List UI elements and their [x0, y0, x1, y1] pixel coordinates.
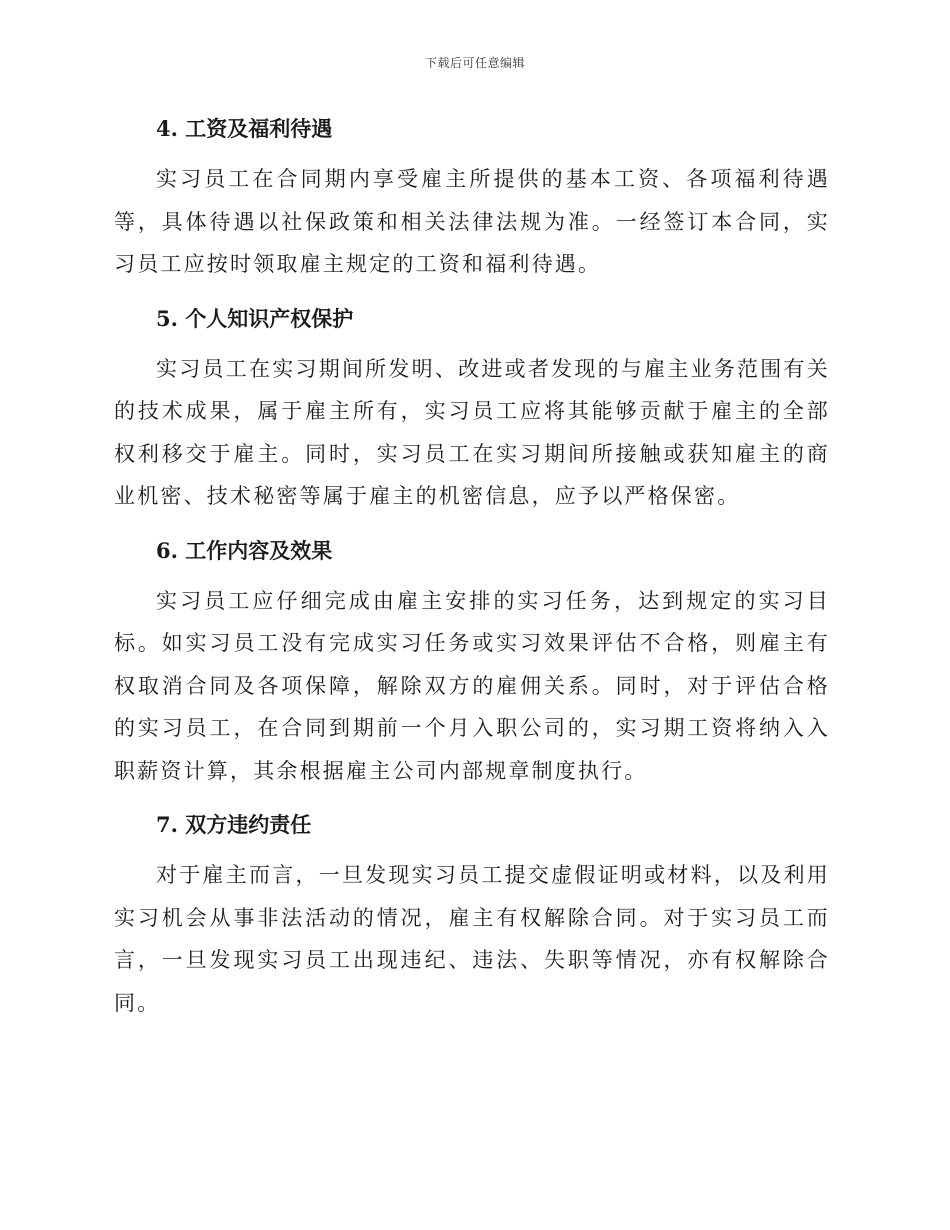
section-paragraph: 实习员工在实习期间所发明、改进或者发现的与雇主业务范围有关的技术成果，属于雇主所有，实习员工应将其能够贡献于雇主的全部权利移交于雇主。同时，实习员工在实习期间所接触或获知雇主的商业机密、技术秘密等属于雇主的机密信息，应予以严格保密。 — [114, 356, 830, 508]
section-paragraph: 实习员工应仔细完成由雇主安排的实习任务，达到规定的实习目标。如实习员工没有完成实习任务或实习效果评估不合格，则雇主有权取消合同及各项保障，解除双方的雇佣关系。同时，对于评估合格的实习员工，在合同到期前一个月入职公司的，实习期工资将纳入入职薪资计算，其余根据雇主公司内部规章制度执行。 — [114, 588, 830, 783]
section-intellectual-property — [114, 298, 830, 518]
section-work-content — [114, 530, 830, 793]
section-heading: 6. 工作内容及效果 — [156, 537, 333, 563]
section-heading: 7. 双方违约责任 — [156, 812, 312, 837]
section-wages-benefits — [114, 108, 830, 286]
section-heading: 4. 工资及福利待遇 — [156, 116, 333, 141]
section-paragraph: 实习员工在合同期内享受雇主所提供的基本工资、各项福利待遇等，具体待遇以社保政策和相关法律法规为准。一经签订本合同，实习员工应按时领取雇主规定的工资和福利待遇。 — [114, 167, 830, 276]
section-breach-liability — [114, 804, 830, 1024]
section-heading: 5. 个人知识产权保护 — [156, 305, 354, 331]
section-paragraph: 对于雇主而言，一旦发现实习员工提交虚假证明或材料，以及利用实习机会从事非法活动的情况，雇主有权解除合同。对于实习员工而言，一旦发现实习员工出现违纪、违法、失职等情况，亦有权解除合同。 — [114, 863, 830, 1015]
document-body — [114, 108, 830, 1024]
page-header: 下载后可任意编辑 — [424, 56, 525, 70]
